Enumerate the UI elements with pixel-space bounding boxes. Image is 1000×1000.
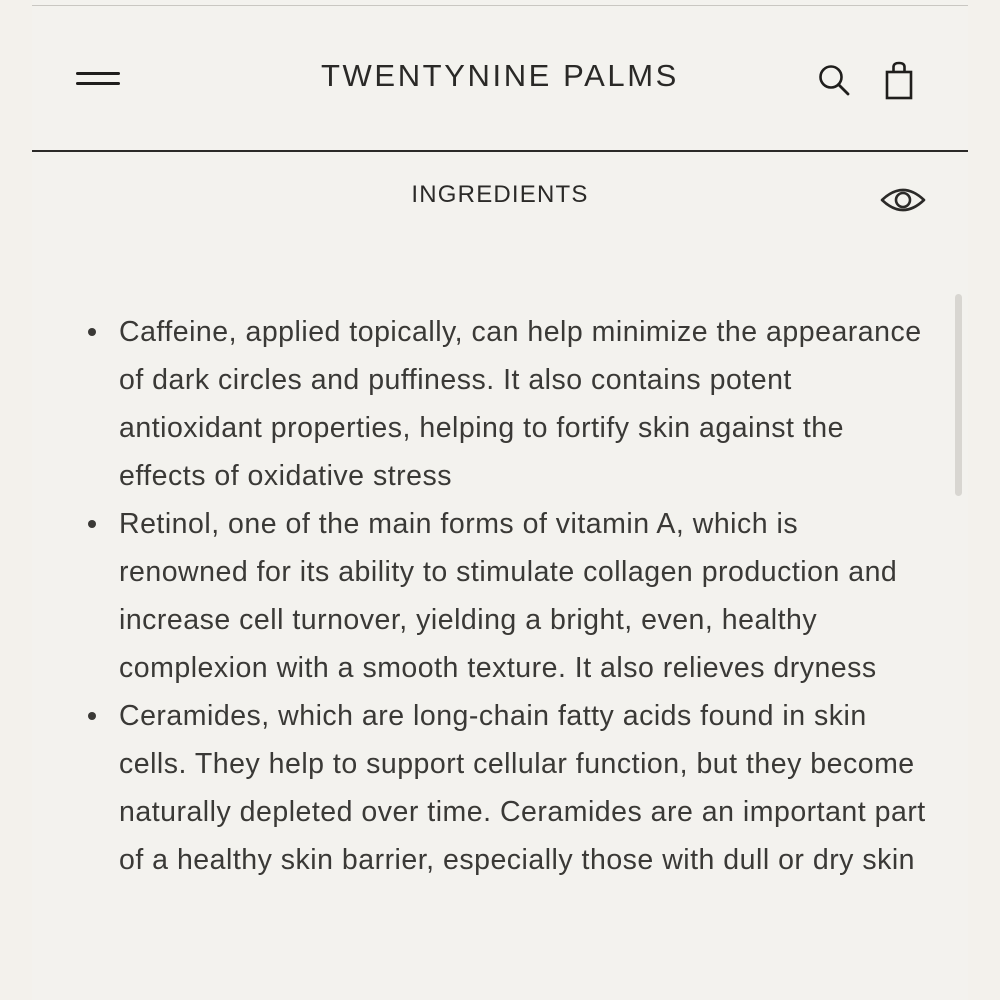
- eye-icon[interactable]: [880, 184, 926, 216]
- ingredient-text: Retinol, one of the main forms of vitamin A, which is renowned for its ability to stimulate collagen production and increase cell turnover, yielding a bright, even, healthy complexion with a smooth texture. It also relieves dryness: [119, 508, 898, 684]
- list-item: [88, 308, 928, 500]
- ingredient-text: Ceramides, which are long-chain fatty acids found in skin cells. They help to support cellular function, but they become naturally depleted over time. Ceramides are an important part of a healthy skin barrier, especially those with dull or dry skin: [119, 700, 926, 876]
- list-item: [88, 500, 928, 692]
- site-header: [32, 6, 968, 150]
- ingredients-content: [88, 308, 928, 884]
- list-item: [88, 692, 928, 884]
- scrollbar-thumb[interactable]: [955, 294, 962, 496]
- ingredients-list: [88, 308, 928, 884]
- bullet-icon: [88, 712, 96, 720]
- ingredient-text: Caffeine, applied topically, can help minimize the appearance of dark circles and puffiness. It also contains potent antioxidant properties, helping to fortify skin against the effects of oxidative stress: [119, 316, 922, 492]
- shopping-bag-icon[interactable]: [884, 60, 914, 100]
- bullet-icon: [88, 520, 96, 528]
- brand-logo[interactable]: TWENTYNINE PALMS: [321, 58, 679, 93]
- ingredients-heading[interactable]: INGREDIENTS: [411, 181, 589, 208]
- bullet-icon: [88, 328, 96, 336]
- header-divider: [32, 150, 968, 152]
- search-icon[interactable]: [816, 62, 852, 98]
